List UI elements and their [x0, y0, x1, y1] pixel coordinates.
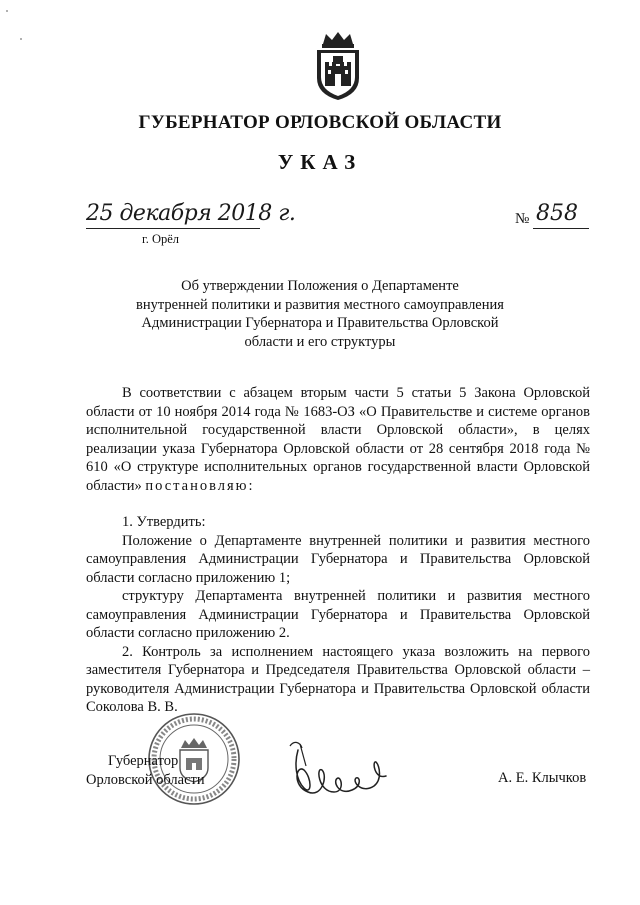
signer-position	[86, 752, 205, 790]
number-label: №	[515, 211, 530, 227]
item-1-paragraph-a: Положение о Департаменте внутренней политики и развития местного самоуправления Администрации Губернатора и Правительства Орловской области согласно приложению 1;	[86, 532, 590, 586]
signer-name: А. Е. Клычков	[498, 770, 587, 786]
item-1-heading: 1. Утвердить:	[122, 514, 206, 530]
item-1-paragraph-b: структуру Департамента внутренней политики и развития местного самоуправления Администрации Губернатора и Правительства Орловской области согласно приложению 2.	[86, 588, 590, 641]
decree-word: постановляю:	[145, 477, 255, 494]
city: г. Орёл	[142, 232, 180, 246]
document-type: УКАЗ	[277, 150, 363, 174]
orel-region-coat-of-arms-icon	[311, 30, 365, 102]
signer-position-line: Губернатор	[108, 753, 179, 769]
preamble-paragraph	[86, 384, 590, 495]
decree-title	[120, 277, 520, 351]
issuing-authority: ГУБЕРНАТОР ОРЛОВСКОЙ ОБЛАСТИ	[138, 112, 502, 133]
decree-title-line: Об утверждении Положения о Департаменте	[181, 278, 459, 294]
item-2-paragraph: 2. Контроль за исполнением настоящего указа возложить на первого заместителя Губернатора и Председателя Правительства Орловской области – руководителя Администрации Губернатора и Правительства Орловской области Соколова В. В.	[86, 643, 590, 715]
decree-title-line: области и его структуры	[244, 333, 396, 350]
decree-title-line: внутренней политики и развития местного самоуправления	[136, 296, 504, 313]
scan-speck	[20, 38, 22, 40]
number-underline	[533, 228, 589, 229]
handwritten-signature-icon	[282, 736, 390, 804]
handwritten-date: 25 декабря 2018 г.	[86, 201, 296, 226]
scan-speck	[6, 10, 8, 12]
decree-title-line: Администрации Губернатора и Правительства Орловской	[141, 315, 499, 331]
decree-body	[86, 384, 590, 717]
handwritten-number: 858	[536, 201, 578, 226]
signer-position-line: Орловской области	[86, 772, 205, 788]
preamble-text: В соответствии с абзацем вторым части 5 статьи 5 Закона Орловской области от 10 ноября 2014 года № 1683-ОЗ «О Правительстве и системе органов исполнительной государственной власти Орловской области», в целях реализации указа Губернатора Орловской области от 28 сентября 2018 года № 610 «О структуре исполнительных органов государственной власти Орловской области»	[86, 385, 590, 494]
date-underline	[86, 228, 260, 229]
